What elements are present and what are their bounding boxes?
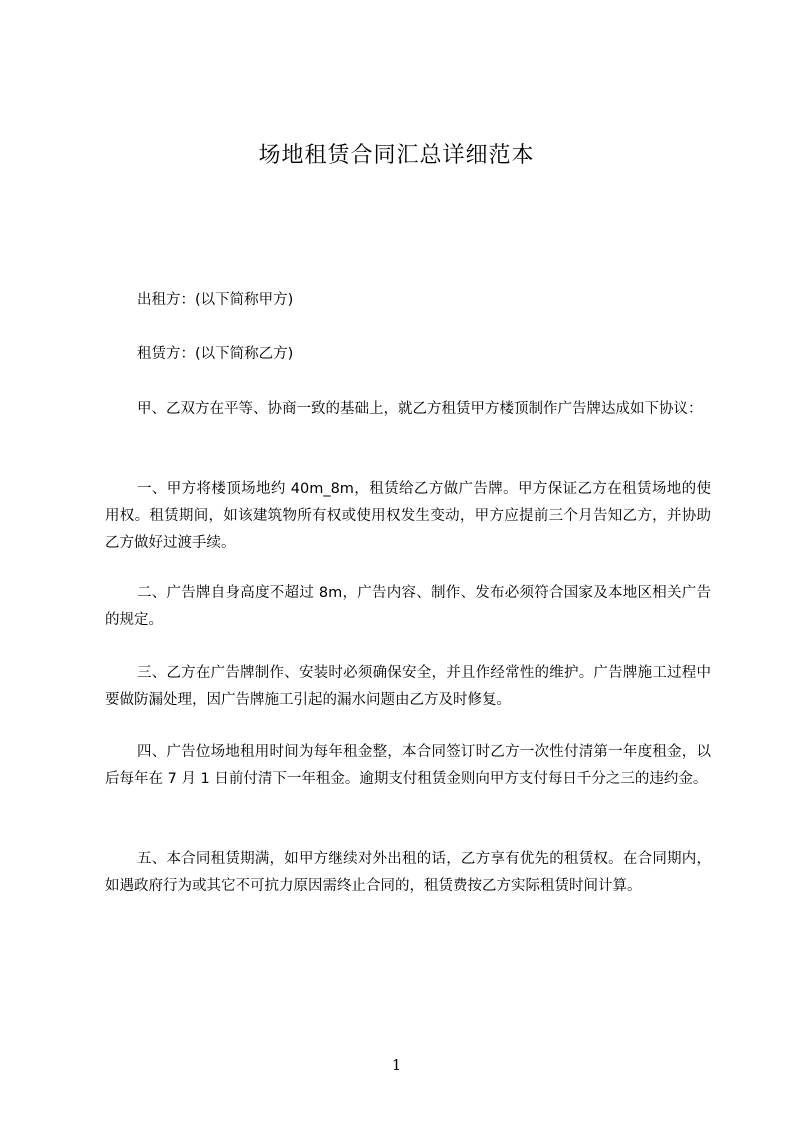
lessor-line: 出租方：(以下简称甲方) xyxy=(137,292,294,308)
clause-5: 五、本合同租赁期满，如甲方继续对外出租的话，乙方享有优先的租赁权。在合同期内，如遇政府行为或其它不可抗力原因需终止合同的，租赁费按乙方实际租赁时间计算。 xyxy=(105,851,711,894)
clause-2: 二、广告牌自身高度不超过 8m，广告内容、制作、发布必须符合国家及本地区相关广告的规定。 xyxy=(105,585,711,628)
document-title: 场地租赁合同汇总详细范本 xyxy=(258,143,535,168)
page-number: 1 xyxy=(391,1056,402,1074)
clause-1: 一、甲方将楼顶场地约 40m_8m，租赁给乙方做广告牌。甲方保证乙方在租赁场地的使用权。租赁期间，如该建筑物所有权或使用权发生变动，甲方应提前三个月告知乙方，并协助乙方做好过渡手续。 xyxy=(105,481,711,551)
clause-4: 四、广告位场地租用时间为每年租金整，本合同签订时乙方一次性付清第一年度租金，以后每年在 7 月 1 日前付清下一年租金。逾期支付租赁金则向甲方支付每日千分之三的违约金。 xyxy=(105,744,711,787)
lessee-line: 租赁方：(以下简称乙方) xyxy=(137,346,294,362)
intro-paragraph: 甲、乙双方在平等、协商一致的基础上，就乙方租赁甲方楼顶制作广告牌达成如下协议： xyxy=(137,401,703,417)
clause-3: 三、乙方在广告牌制作、安装时必须确保安全，并且作经常性的维护。广告牌施工过程中要做防漏处理，因广告牌施工引起的漏水问题由乙方及时修复。 xyxy=(105,665,711,708)
